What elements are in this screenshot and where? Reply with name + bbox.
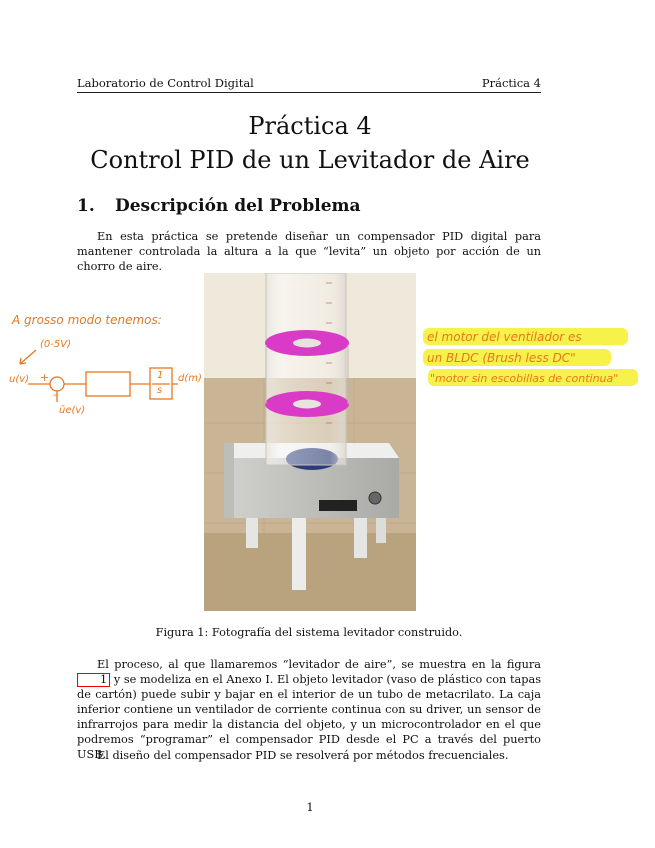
running-header-right: Práctica 4: [481, 76, 541, 90]
annotation-minus: -: [53, 388, 57, 401]
document-title-line2: Control PID de un Levitador de Aire: [90, 146, 530, 174]
paragraph-process-before: El proceso, al que llamaremos “levitador de aire”, se muestra en la figura: [97, 658, 541, 671]
annotation-plus: +: [40, 371, 50, 384]
figure-caption: Figura 1: Fotografía del sistema levitador construido.: [155, 626, 463, 639]
running-header-left: Laboratorio de Control Digital: [77, 76, 254, 90]
annotation-right-note-3: "motor sin escobillas de continua": [430, 372, 619, 385]
annotation-block-den: s: [157, 385, 163, 396]
figure-reference-link[interactable]: 1: [77, 673, 110, 687]
page-number: 1: [306, 800, 314, 814]
document-title-line1: Práctica 4: [248, 112, 372, 140]
section-number: 1.: [77, 196, 95, 216]
annotation-right-note-1: el motor del ventilador es: [427, 330, 582, 344]
annotation-right-note-2: un BLDC (Brush less DC": [427, 351, 576, 365]
paragraph-intro: En esta práctica se pretende diseñar un compensador PID digital para mantener controlada la altura a la que “levita” un objeto por acción de un chorro de aire.: [77, 230, 541, 273]
section-title: Descripción del Problema: [115, 196, 361, 216]
paragraph-design: El diseño del compensador PID se resolverá por métodos frecuenciales.: [97, 749, 509, 762]
annotation-output: d(m): [178, 373, 202, 384]
annotation-feedback: ūe(v): [59, 405, 86, 416]
annotation-block-num: 1: [157, 370, 164, 381]
annotation-left-note: A grosso modo tenemos:: [12, 313, 162, 327]
annotation-range: (0-5V): [40, 339, 71, 350]
paragraph-process-after: y se modeliza en el Anexo I. El objeto levitador (vaso de plástico con tapas de cartón) puede subir y bajar en el interior de un tubo de metacrilato. La caja inferior contiene un ventilador de corriente continua con su driver, un sensor de infrarrojos para medir la distancia del objeto, y un microcontrolador en el que podremos “programar” el compensador PID desde el PC a través del puerto USB.: [77, 673, 541, 761]
annotation-input: u(v): [9, 374, 30, 385]
